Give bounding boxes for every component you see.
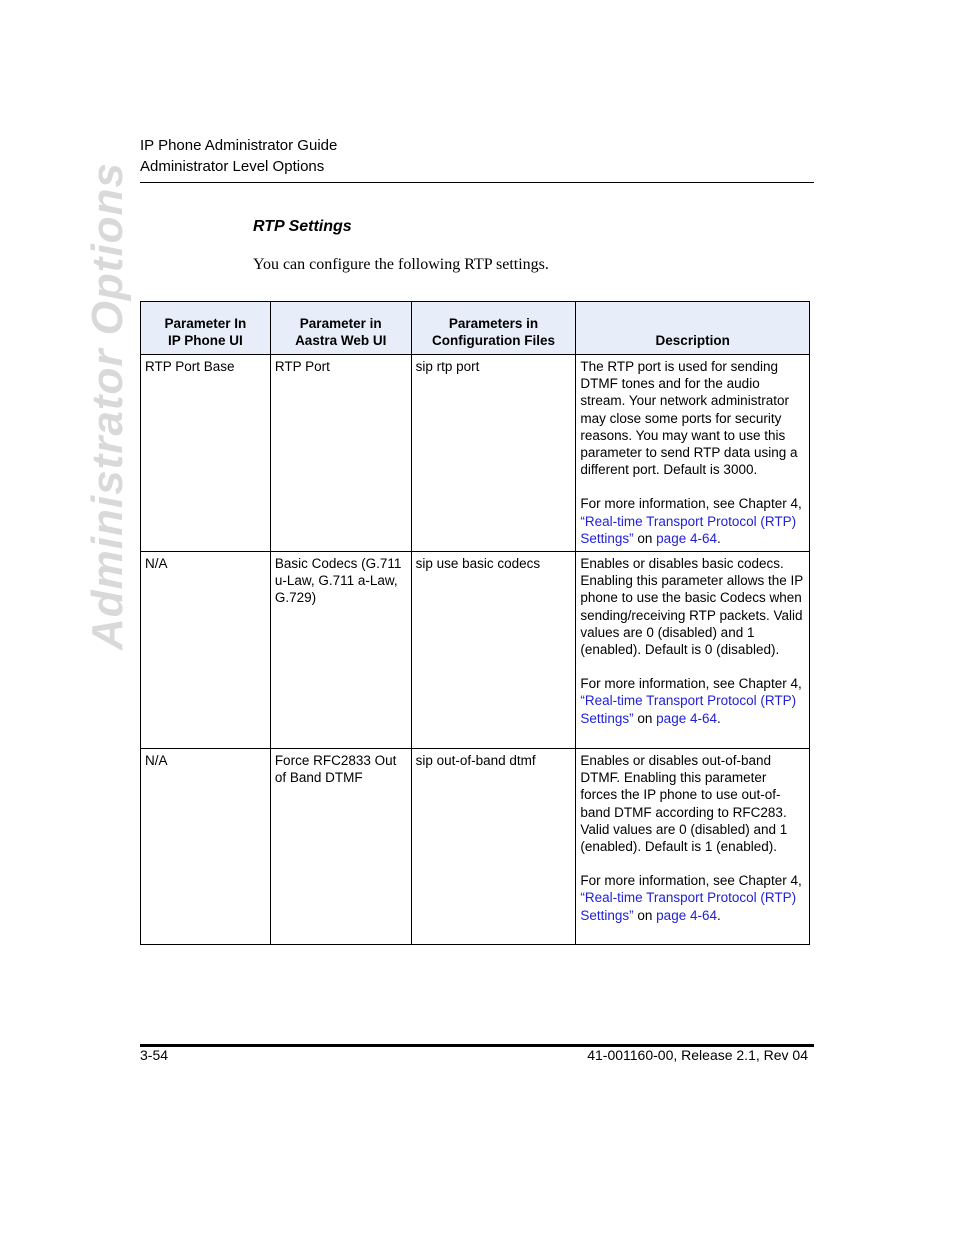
- header-web-ui: Parameter in Aastra Web UI: [270, 302, 411, 355]
- table-row: [141, 355, 810, 552]
- cell-web-ui: RTP Port: [270, 355, 411, 552]
- cell-config: sip out-of-band dtmf: [411, 749, 576, 945]
- rtp-settings-link[interactable]: “Real-time Transport Protocol (RTP) Settings”: [580, 693, 797, 726]
- more-info: For more information, see Chapter 4, “Real-time Transport Protocol (RTP) Settings” on page 4-64.: [580, 873, 802, 923]
- description-text: Enables or disables out-of-band DTMF. Enabling this parameter forces the IP phone to use out-of-band DTMF according to RFC283. Valid values are 0 (disabled) and 1 (enabled). Default is 1 (enabled).: [580, 753, 788, 855]
- table-header-row: [141, 302, 810, 355]
- header-chapter-title: Administrator Level Options: [140, 158, 325, 175]
- page-link[interactable]: page 4-64: [656, 530, 717, 546]
- page-link[interactable]: page 4-64: [656, 907, 717, 923]
- running-header: [140, 135, 337, 177]
- rtp-settings-link[interactable]: “Real-time Transport Protocol (RTP) Settings”: [580, 890, 797, 923]
- rtp-settings-table: [140, 301, 810, 945]
- more-info: For more information, see Chapter 4, “Real-time Transport Protocol (RTP) Settings” on page 4-64.: [580, 496, 802, 546]
- section-intro: You can configure the following RTP settings.: [253, 256, 549, 273]
- header-guide-title: IP Phone Administrator Guide: [140, 137, 338, 154]
- cell-description: [576, 749, 810, 945]
- cell-description: [576, 552, 810, 749]
- cell-web-ui: Basic Codecs (G.711 u-Law, G.711 a-Law, G.729): [270, 552, 411, 749]
- table-row: [141, 749, 810, 945]
- cell-config: sip use basic codecs: [411, 552, 576, 749]
- section-title: RTP Settings: [253, 218, 352, 235]
- cell-web-ui: Force RFC2833 Out of Band DTMF: [270, 749, 411, 945]
- header-config-files: Parameters in Configuration Files: [411, 302, 576, 355]
- cell-ip-phone-ui: RTP Port Base: [141, 355, 271, 552]
- more-info: For more information, see Chapter 4, “Real-time Transport Protocol (RTP) Settings” on page 4-64.: [580, 676, 802, 726]
- page-link[interactable]: page 4-64: [656, 710, 717, 726]
- page-number: 3-54: [140, 1047, 169, 1063]
- cell-ip-phone-ui: N/A: [141, 552, 271, 749]
- cell-description: [576, 355, 810, 552]
- description-text: Enables or disables basic codecs. Enabling this parameter allows the IP phone to use the basic Codecs when sending/receiving RTP packets. Valid values are 0 (disabled) and 1 (enabled). Default is 0 (disabled).: [580, 556, 803, 658]
- cell-config: sip rtp port: [411, 355, 576, 552]
- document-id: 41-001160-00, Release 2.1, Rev 04: [587, 1047, 808, 1063]
- header-ip-phone-ui: Parameter In IP Phone UI: [141, 302, 271, 355]
- rtp-settings-link[interactable]: “Real-time Transport Protocol (RTP) Settings”: [580, 513, 797, 546]
- header-divider: [140, 182, 814, 183]
- description-text: The RTP port is used for sending DTMF tones and for the audio stream. Your network administrator may close some ports for security reasons. You may want to use this parameter to send RTP data using a different port. Default is 3000.: [580, 359, 798, 478]
- cell-ip-phone-ui: N/A: [141, 749, 271, 945]
- header-description: Description: [576, 302, 810, 355]
- side-watermark-label: Administrator Options: [83, 162, 132, 650]
- table-row: [141, 552, 810, 749]
